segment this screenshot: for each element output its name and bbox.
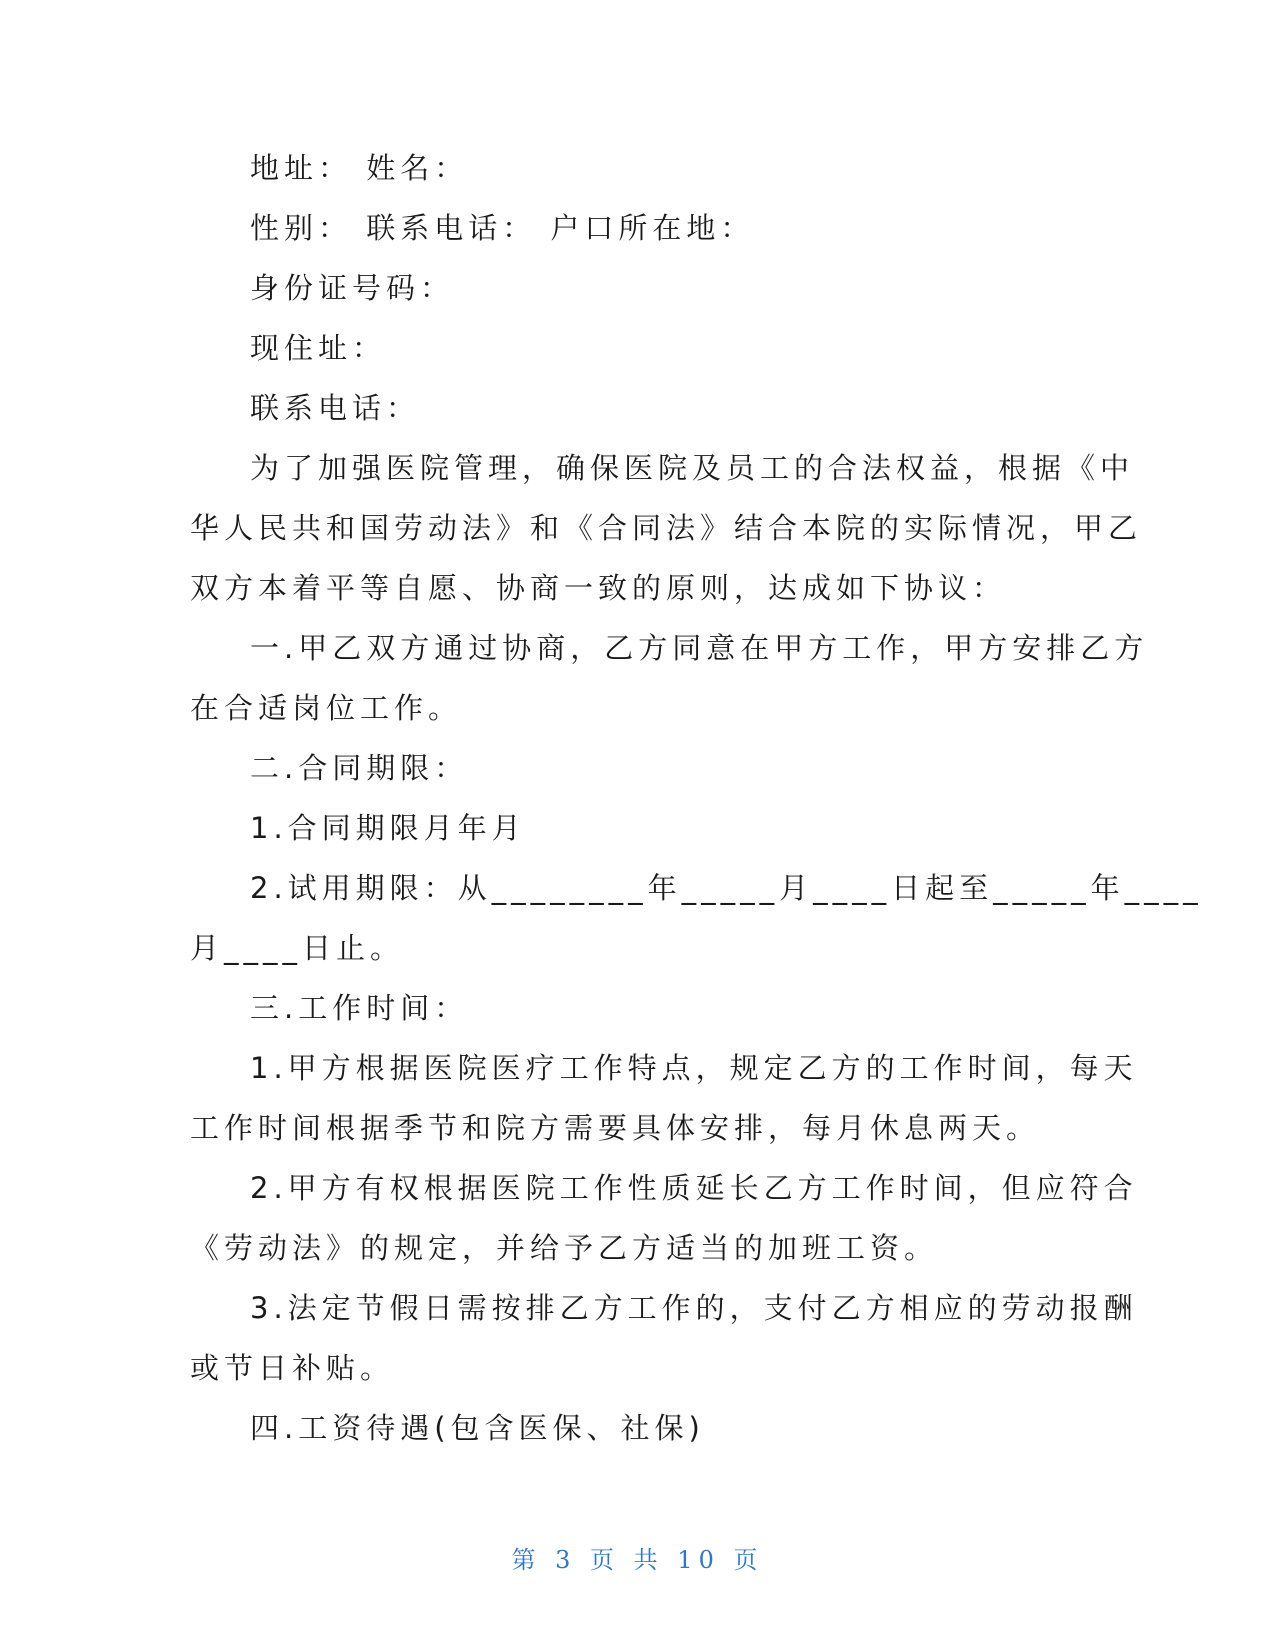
text-line: 性别： 联系电话： 户口所在地：: [250, 211, 755, 245]
clause-line: 月____日止。: [190, 931, 405, 965]
text-line: 现住址：: [250, 331, 387, 365]
paragraph-line: 华人民共和国劳动法》和《合同法》结合本院的实际情况，甲乙: [190, 511, 1143, 545]
text-line: 联系电话：: [250, 391, 421, 425]
clause-line: 或节日补贴。: [190, 1351, 395, 1385]
clause-line: 一.甲乙双方通过协商，乙方同意在甲方工作，甲方安排乙方: [250, 631, 1149, 665]
text-line: 身份证号码：: [250, 271, 455, 305]
paragraph-line: 为了加强医院管理，确保医院及员工的合法权益，根据《中: [250, 451, 1135, 485]
section-heading: 四.工资待遇(包含医保、社保): [250, 1411, 705, 1445]
clause-line: 2.甲方有权根据医院工作性质延长乙方工作时间，但应符合: [250, 1171, 1138, 1205]
paragraph-line: 双方本着平等自愿、协商一致的原则，达成如下协议：: [190, 571, 1007, 605]
clause-line: 2.试用期限：从________年_____月____日起至_____年____: [250, 871, 1203, 905]
clause-line: 1.合同期限月年月: [250, 811, 526, 845]
document-body: [190, 138, 1203, 1458]
section-heading: 三.工作时间：: [250, 991, 469, 1025]
clause-line: 3.法定节假日需按排乙方工作的，支付乙方相应的劳动报酬: [250, 1291, 1138, 1325]
page-number-footer: 第 3 页 共 10 页: [511, 1546, 764, 1574]
text-line: 地址： 姓名：: [250, 151, 469, 185]
clause-line: 在合适岗位工作。: [190, 691, 463, 725]
clause-line: 《劳动法》的规定，并给予乙方适当的加班工资。: [190, 1231, 939, 1265]
clause-line: 工作时间根据季节和院方需要具体安排，每月休息两天。: [190, 1111, 1041, 1145]
section-heading: 二.合同期限：: [250, 751, 469, 785]
clause-line: 1.甲方根据医院医疗工作特点，规定乙方的工作时间，每天: [250, 1051, 1138, 1085]
